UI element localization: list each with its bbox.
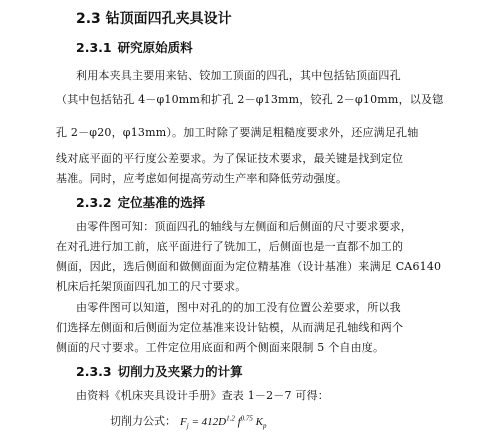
- subsection-title: 定位基准的选择: [117, 195, 206, 210]
- subsection-heading-2-3-3: [76, 364, 243, 380]
- subsection-title: 研究原始质料: [117, 40, 193, 55]
- subsection-title: 切削力及夹紧力的计算: [117, 364, 243, 379]
- subsection-number: 2.3.1: [76, 40, 112, 55]
- paragraph-line: 利用本夹具主要用来钻、铰加工顶面的四孔，其中包括钻顶面四孔: [76, 69, 401, 82]
- paragraph-line: 线对底平面的平行度公差要求。为了保证技术要求，最关键是找到定位: [56, 152, 404, 165]
- paragraph-line: （其中包括钻孔 4－φ10mm和扩孔 2－φ13mm，铰孔 2－φ10mm，以及锪: [56, 93, 444, 106]
- paragraph-line: 机床后托架顶面四孔加工的尺寸要求。: [56, 280, 247, 293]
- paragraph-line: 侧面的尺寸要求。工件定位用底面和两个侧面来限制 5 个自由度。: [56, 341, 385, 354]
- paragraph-line: 由零件图可以知道，图中对孔的的加工没有位置公差要求，所以我: [76, 301, 401, 314]
- paragraph-line: 侧面，因此，选后侧面和做侧面面为定位精基准（设计基准）来满足 CA6140: [56, 260, 442, 273]
- paragraph-line: 基准。同时，应考虑如何提高劳动生产率和降低劳动强度。: [56, 172, 348, 185]
- subsection-heading-2-3-1: [76, 40, 193, 56]
- section-heading: 2.3 钻顶面四孔夹具设计: [76, 11, 232, 27]
- formula-expression: $F_j = 412D^{1.2}$ $f^{0.75}$ $K_p$: [180, 414, 267, 430]
- subsection-number: 2.3.3: [76, 364, 112, 379]
- subsection-heading-2-3-2: [76, 195, 205, 211]
- paragraph-line: 由零件图可知：顶面四孔的轴线与左侧面和后侧面的尺寸要求要求，: [76, 220, 412, 233]
- paragraph-line: 由资料《机床夹具设计手册》查表 1－2－7 可得：: [76, 389, 329, 402]
- paragraph-line: 孔 2－φ20，φ13mm）。加工时除了要满足粗糙度要求外，还应满足孔轴: [56, 126, 419, 139]
- subsection-number: 2.3.2: [76, 195, 112, 210]
- cutting-force-formula: [110, 410, 266, 434]
- paragraph-line: 在对孔进行加工前，底平面进行了铣加工，后侧面也是一直都不加工的: [56, 240, 404, 253]
- formula-label: 切削力公式：: [110, 414, 176, 428]
- paragraph-line: 们选择左侧面和后侧面为定位基准来设计钻模，从而满足孔轴线和两个: [56, 321, 404, 334]
